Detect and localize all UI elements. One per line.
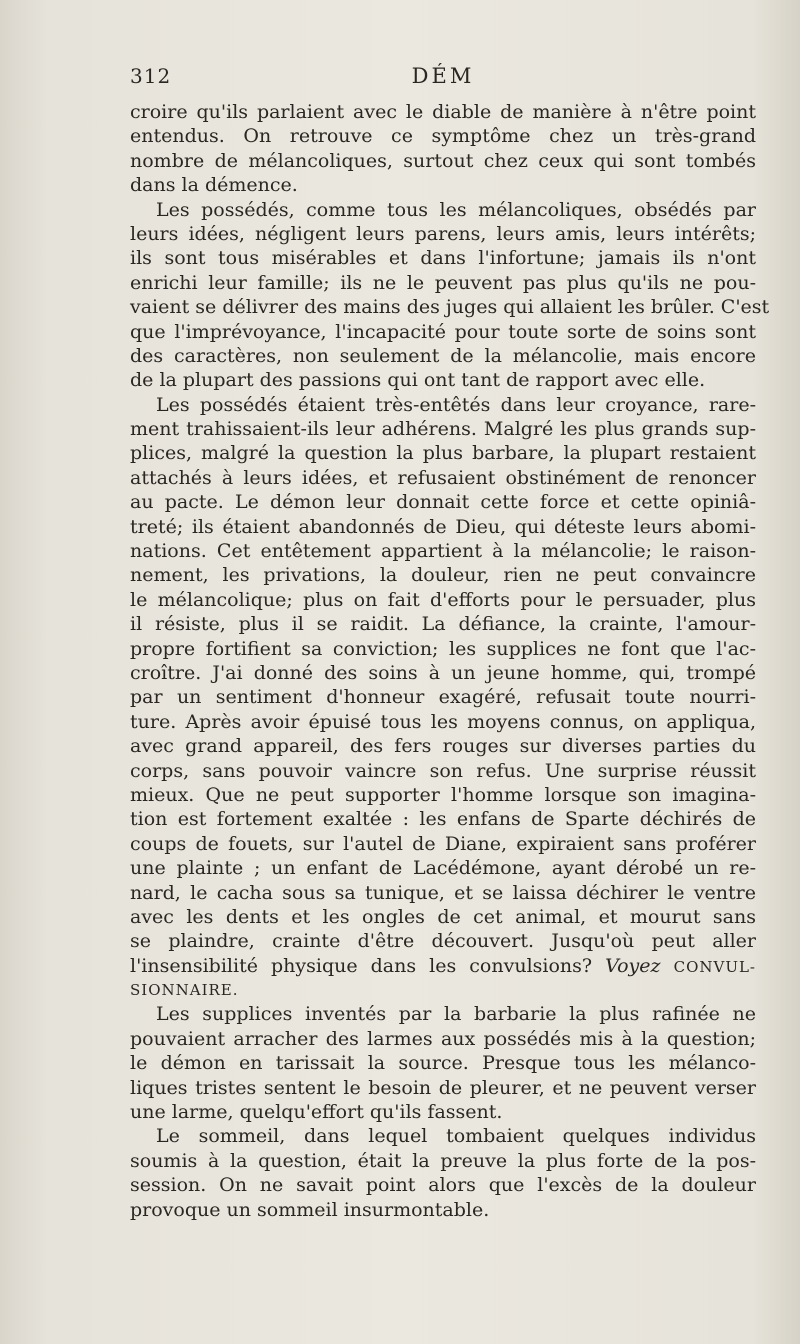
text-line: Les possédés étaient très-entêtés dans leur croyance, rare- <box>156 393 756 416</box>
paragraph <box>130 198 770 393</box>
text-line: Les possédés, comme tous les mélancoliques, obsédés par <box>156 198 756 221</box>
text-line: plices, malgré la question la plus barbare, la plupart restaient <box>130 442 756 465</box>
text-line: de la plupart des passions qui ont tant de rapport avec elle. <box>130 369 706 392</box>
text-line: il résiste, plus il se raidit. La défiance, la crainte, l'amour- <box>130 613 756 636</box>
text-line: une larme, quelqu'effort qu'ils fassent. <box>130 1101 503 1124</box>
text-line: corps, sans pouvoir vaincre son refus. Une surprise réussit <box>130 759 756 782</box>
text-line: croire qu'ils parlaient avec le diable de manière à n'être point <box>130 101 756 123</box>
page-body <box>130 100 770 1222</box>
text-line: propre fortifient sa conviction; les supplices ne font que l'ac- <box>130 637 756 660</box>
text-line: ture. Après avoir épuisé tous les moyens connus, on appliqua, <box>130 710 756 733</box>
text-line: le mélancolique; plus on fait d'efforts pour le persuader, plus <box>130 588 756 611</box>
text-line: que l'imprévoyance, l'incapacité pour toute sorte de soins sont <box>130 320 756 343</box>
paragraph <box>130 1124 756 1222</box>
paragraph <box>130 393 756 1003</box>
text-line: vaient se délivrer des mains des juges qui allaient les brûler. C'est <box>130 296 770 319</box>
text-line: mieux. Que ne peut supporter l'homme lorsque son imagina- <box>130 783 756 806</box>
text-line: avec grand appareil, des fers rouges sur diverses parties du <box>130 735 756 758</box>
see-also-label: Voyez <box>605 954 661 977</box>
text-line: tion est fortement exaltée : les enfans de Sparte déchirés de <box>130 808 756 831</box>
text-line: une plainte ; un enfant de Lacédémone, ayant dérobé un re- <box>130 857 756 880</box>
text-line: liques tristes sentent le besoin de pleurer, et ne peuvent verser <box>130 1076 756 1099</box>
text-segment: l'insensibilité physique dans les convulsions? <box>130 954 593 977</box>
text-line: session. On ne savait point alors que l'excès de la douleur <box>130 1174 756 1197</box>
text-line: nombre de mélancoliques, surtout chez ceux qui sont tombés <box>130 149 756 172</box>
cross-reference-end: SIONNAIRE. <box>130 981 239 1000</box>
text-line: Le sommeil, dans lequel tombaient quelques individus <box>156 1125 756 1148</box>
text-line: avec les dents et les ongles de cet animal, et mourut sans <box>130 905 756 928</box>
text-line: se plaindre, crainte d'être découvert. Jusqu'où peut aller <box>130 930 756 953</box>
text-line: croître. J'ai donné des soins à un jeune homme, qui, trompé <box>130 661 756 684</box>
text-line: ils sont tous misérables et dans l'infortune; jamais ils n'ont <box>130 247 756 270</box>
text-line: treté; ils étaient abandonnés de Dieu, qui déteste leurs abomi- <box>130 515 756 538</box>
text-line-with-cross-reference <box>130 954 756 978</box>
text-line: nement, les privations, la douleur, rien ne peut convaincre <box>130 564 756 587</box>
text-line: leurs idées, négligent leurs parens, leurs amis, leurs intérêts; <box>130 222 756 245</box>
text-line: dans la démence. <box>130 174 298 197</box>
cross-reference: CONVUL- <box>673 957 756 976</box>
text-line: Les supplices inventés par la barbarie la plus rafinée ne <box>156 1003 756 1026</box>
paragraph <box>130 100 756 198</box>
text-line: soumis à la question, était la preuve la plus forte de la pos- <box>130 1149 756 1172</box>
text-line: attachés à leurs idées, et refusaient obstinément de renoncer <box>130 466 756 489</box>
paragraph <box>130 1002 756 1124</box>
text-line: des caractères, non seulement de la mélancolie, mais encore <box>130 344 756 367</box>
text-line: nations. Cet entêtement appartient à la mélancolie; le raison- <box>130 540 756 563</box>
text-line: nard, le cacha sous sa tunique, et se laissa déchirer le ventre <box>130 881 756 904</box>
text-line: coups de fouets, sur l'autel de Diane, expiraient sans proférer <box>130 832 756 855</box>
text-line: le démon en tarissait la source. Presque tous les mélanco- <box>130 1052 756 1075</box>
text-line: pouvaient arracher des larmes aux possédés mis à la question; <box>130 1027 756 1050</box>
text-line: provoque un sommeil insurmontable. <box>130 1198 490 1221</box>
running-head: DÉM <box>411 64 475 88</box>
page-number: 312 <box>130 64 172 88</box>
text-line: au pacte. Le démon leur donnait cette force et cette opiniâ- <box>130 491 756 514</box>
text-line: par un sentiment d'honneur exagéré, refusait toute nourri- <box>130 686 756 709</box>
text-line: entendus. On retrouve ce symptôme chez un très-grand <box>130 125 756 148</box>
page-header <box>130 64 756 94</box>
text-line: enrichi leur famille; ils ne le peuvent pas plus qu'ils ne pou- <box>130 271 756 294</box>
text-line: ment trahissaient-ils leur adhérens. Malgré les plus grands sup- <box>130 418 756 441</box>
